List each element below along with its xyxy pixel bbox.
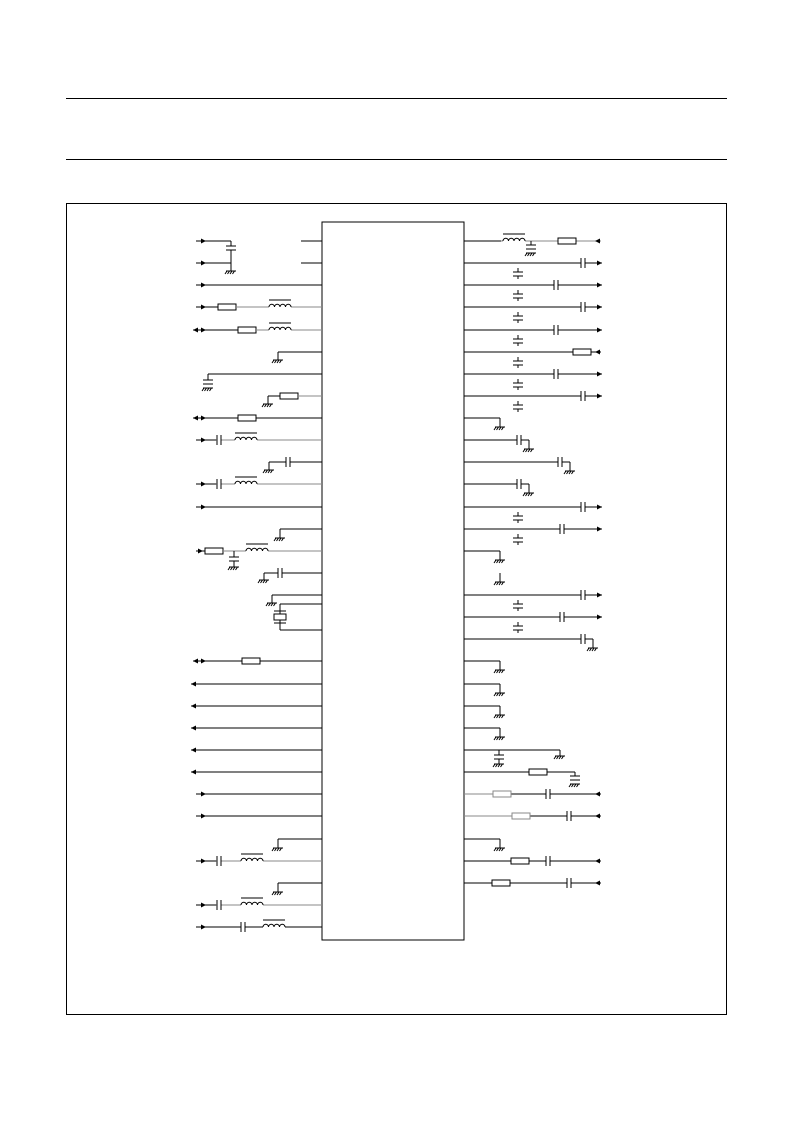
capacitor (560, 524, 564, 534)
arrow-head (597, 505, 602, 510)
resistor (218, 304, 236, 310)
resistor (242, 658, 260, 664)
capacitor (554, 369, 558, 379)
arrow-head (595, 239, 600, 244)
capacitor (513, 538, 523, 542)
capacitor (526, 245, 536, 249)
ground-symbol (494, 427, 505, 430)
arrow-head (201, 792, 206, 797)
capacitor (517, 479, 521, 489)
inductor (269, 300, 291, 308)
ground-symbol (258, 580, 269, 583)
arrow-head (201, 239, 206, 244)
arrow-head (201, 659, 206, 664)
arrow-head (191, 748, 196, 753)
capacitor (513, 604, 523, 608)
capacitor (581, 590, 585, 600)
arrow-head (597, 305, 602, 310)
capacitor (517, 435, 521, 445)
resistor (238, 415, 256, 421)
capacitor (226, 246, 236, 250)
capacitor (581, 634, 585, 644)
ground-symbol (494, 715, 505, 718)
arrow-head (595, 814, 600, 819)
capacitor (581, 302, 585, 312)
arrow-head (201, 925, 206, 930)
ground-symbol (494, 737, 505, 740)
arrow-head (191, 726, 196, 731)
arrow-head (597, 615, 602, 620)
capacitor (241, 922, 245, 932)
inductor (269, 323, 291, 331)
capacitor (554, 280, 558, 290)
arrow-head (193, 328, 198, 333)
arrow-head (597, 328, 602, 333)
capacitor (217, 479, 221, 489)
ground-symbol (554, 756, 565, 759)
inductor (235, 433, 257, 441)
resistor (493, 791, 511, 797)
capacitor (286, 457, 290, 467)
capacitor (278, 568, 282, 578)
capacitor (513, 272, 523, 276)
ground-symbol (494, 582, 505, 585)
capacitor (560, 612, 564, 622)
capacitor (229, 557, 239, 561)
ground-symbol (266, 603, 277, 606)
arrow-head (201, 903, 206, 908)
resistor (573, 349, 591, 355)
ground-symbol (494, 848, 505, 851)
arrow-head (193, 416, 198, 421)
ground-symbol (494, 693, 505, 696)
arrow-head (201, 438, 206, 443)
resistor (512, 813, 530, 819)
arrow-head (198, 549, 203, 554)
arrow-head (597, 283, 602, 288)
capacitor (513, 339, 523, 343)
inductor (263, 920, 285, 928)
right-pin-networks (464, 234, 602, 888)
capacitor (513, 294, 523, 298)
capacitor (581, 258, 585, 268)
arrow-head (201, 482, 206, 487)
arrow-head (595, 859, 600, 864)
arrow-head (201, 283, 206, 288)
ic-body (322, 222, 464, 940)
arrow-head (595, 792, 600, 797)
resistor (238, 327, 256, 333)
ground-symbol (262, 404, 273, 407)
capacitor (217, 435, 221, 445)
ground-symbol (272, 892, 283, 895)
inductor (235, 477, 257, 485)
ground-symbol (202, 388, 213, 391)
ground-symbol (525, 253, 536, 256)
inductor (241, 898, 263, 906)
left-pin-networks (191, 239, 322, 933)
ground-symbol (225, 271, 236, 274)
capacitor (203, 380, 213, 384)
capacitor (567, 878, 571, 888)
arrow-head (191, 704, 196, 709)
capacitor (581, 391, 585, 401)
inductor (503, 234, 525, 242)
capacitor (513, 316, 523, 320)
ground-symbol (263, 470, 274, 473)
arrow-head (595, 881, 600, 886)
arrow-head (201, 305, 206, 310)
ground-symbol (523, 493, 534, 496)
resistor (205, 548, 223, 554)
resistor (492, 880, 510, 886)
capacitor (513, 405, 523, 409)
capacitor (546, 856, 550, 866)
capacitor (494, 755, 504, 759)
arrow-head (201, 505, 206, 510)
resistor (529, 769, 547, 775)
capacitor (554, 325, 558, 335)
arrow-head (201, 859, 206, 864)
arrow-head (201, 261, 206, 266)
ground-symbol (569, 784, 580, 787)
capacitor (570, 776, 580, 780)
arrow-head (201, 416, 206, 421)
capacitor (558, 457, 562, 467)
resistor (558, 238, 576, 244)
ground-symbol (493, 764, 504, 767)
ground-symbol (494, 560, 505, 563)
resistor (511, 858, 529, 864)
arrow-head (597, 593, 602, 598)
ground-symbol (564, 471, 575, 474)
arrow-head (595, 350, 600, 355)
capacitor (217, 900, 221, 910)
ground-symbol (523, 449, 534, 452)
capacitor (581, 502, 585, 512)
ground-symbol (272, 848, 283, 851)
capacitor (217, 856, 221, 866)
arrow-head (191, 682, 196, 687)
ground-symbol (272, 360, 283, 363)
inductor (241, 854, 263, 862)
ground-symbol (228, 567, 239, 570)
ground-symbol (587, 648, 598, 651)
capacitor (513, 361, 523, 365)
arrow-head (191, 770, 196, 775)
ground-symbol (274, 538, 285, 541)
arrow-head (597, 372, 602, 377)
capacitor (513, 626, 523, 630)
capacitor (513, 383, 523, 387)
inductor (246, 544, 268, 552)
arrow-head (201, 814, 206, 819)
capacitor (567, 811, 571, 821)
resistor (280, 393, 298, 399)
capacitor (546, 789, 550, 799)
arrow-head (193, 659, 198, 664)
arrow-head (597, 261, 602, 266)
arrow-head (201, 328, 206, 333)
arrow-head (597, 394, 602, 399)
capacitor (513, 516, 523, 520)
arrow-head (597, 527, 602, 532)
ground-symbol (494, 670, 505, 673)
